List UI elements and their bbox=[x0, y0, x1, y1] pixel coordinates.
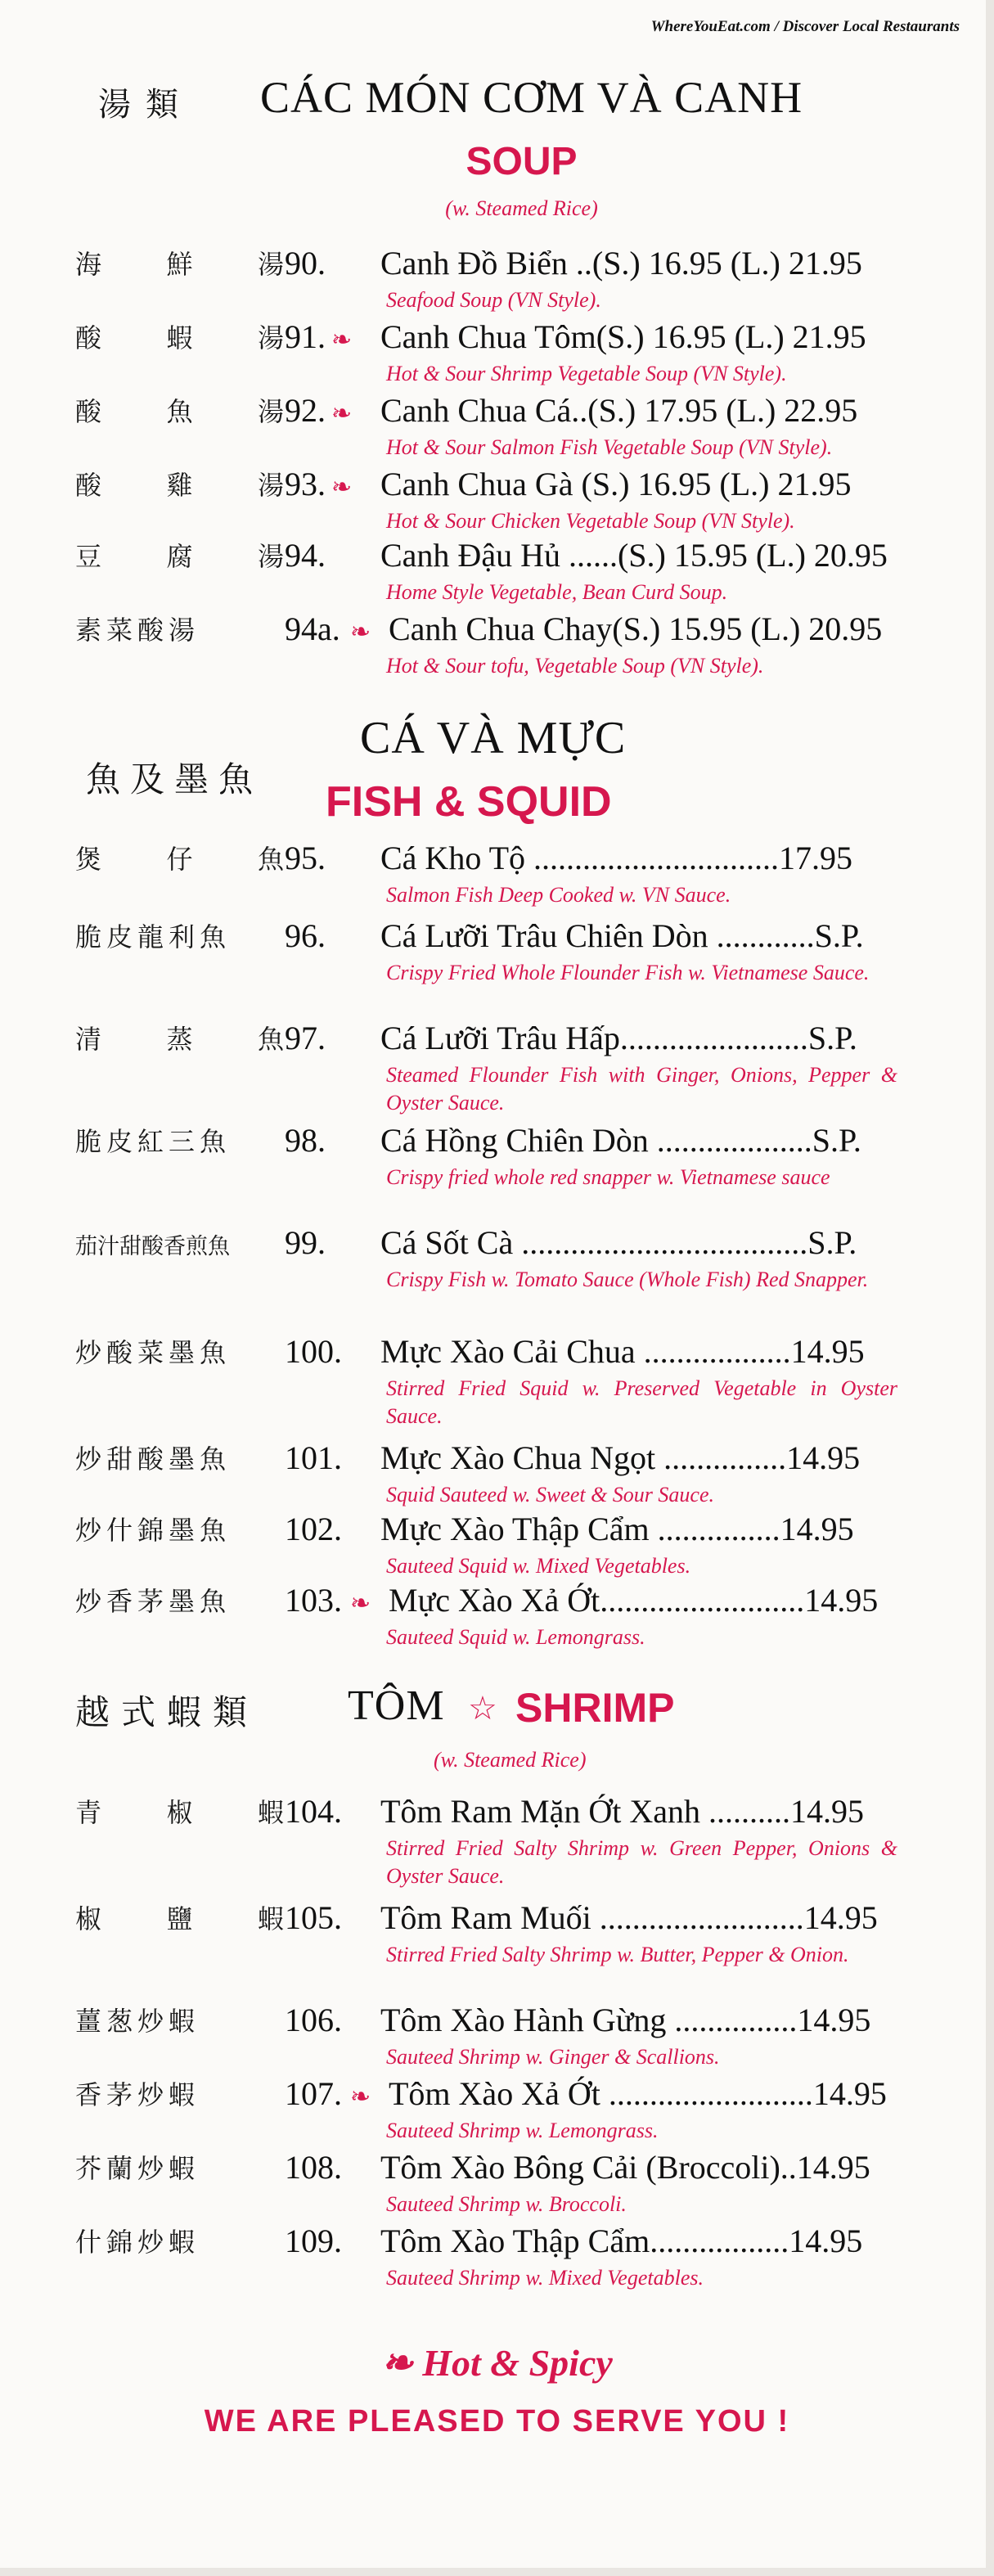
item-description: Sauteed Squid w. Lemongrass. bbox=[386, 1625, 645, 1649]
item-name-price: Mực Xào Cải Chua ..................14.95 bbox=[380, 1333, 865, 1370]
item-chinese-name: 脆皮龍利魚 bbox=[75, 921, 232, 952]
item-name-price: Tôm Xào Hành Gừng ...............14.95 bbox=[380, 2002, 871, 2038]
item-description: Hot & Sour Shrimp Vegetable Soup (VN Style). bbox=[386, 362, 787, 385]
item-chinese-name: 炒酸菜墨魚 bbox=[75, 1337, 232, 1368]
star-icon: ☆ bbox=[468, 1690, 497, 1727]
item-description: Sauteed Shrimp w. Broccoli. bbox=[386, 2192, 627, 2216]
soup-note: (w. Steamed Rice) bbox=[445, 196, 598, 220]
item-description: Sauteed Shrimp w. Ginger & Scallions. bbox=[386, 2045, 720, 2069]
item-description: Sauteed Shrimp w. Mixed Vegetables. bbox=[386, 2266, 704, 2290]
item-chinese-name: 茄汁甜酸香煎魚 bbox=[75, 1234, 230, 1259]
item-number: 99. bbox=[285, 1224, 326, 1261]
soup-chinese-title: 湯類 bbox=[98, 86, 193, 124]
item-number: 108. bbox=[285, 2149, 342, 2186]
item-name-price: Canh Đồ Biển ..(S.) 16.95 (L.) 21.95 bbox=[380, 245, 862, 281]
item-name-price: Canh Đậu Hủ ......(S.) 15.95 (L.) 20.95 bbox=[380, 537, 888, 574]
item-name-price: Tôm Xào Bông Cải (Broccoli)..14.95 bbox=[380, 2149, 870, 2186]
hot-spicy-label: Hot & Spicy bbox=[422, 2342, 613, 2384]
item-name-price: Canh Chua Gà (S.) 16.95 (L.) 21.95 bbox=[380, 466, 852, 502]
item-chinese-name: 素菜酸湯 bbox=[75, 615, 200, 646]
item-name-price: Cá Kho Tộ ..............................17.95 bbox=[380, 840, 853, 876]
item-name-price: Canh Chua Tôm(S.) 16.95 (L.) 21.95 bbox=[380, 318, 866, 355]
item-name-price: Tôm Ram Mặn Ớt Xanh ..........14.95 bbox=[380, 1793, 865, 1830]
item-chinese-name: 煲 仔 魚 bbox=[75, 844, 284, 875]
fish-vn-title: CÁ VÀ MỰC bbox=[360, 713, 627, 763]
item-number: 106. bbox=[285, 2002, 342, 2038]
item-description: Hot & Sour Chicken Vegetable Soup (VN Style). bbox=[386, 509, 795, 533]
item-description: Stirred Fried Salty Shrimp w. Butter, Pepper & Onion. bbox=[386, 1943, 849, 1966]
item-description: Crispy Fried Whole Flounder Fish w. Vietnamese Sauce. bbox=[386, 961, 870, 984]
chili-icon: ❧ bbox=[350, 619, 371, 646]
site-watermark: WhereYouEat.com / Discover Local Restaurants bbox=[650, 18, 960, 35]
item-chinese-name: 薑葱炒蝦 bbox=[75, 2006, 200, 2037]
item-chinese-name: 清 蒸 魚 bbox=[75, 1024, 284, 1055]
soup-vn-title: CÁC MÓN CƠM VÀ CANH bbox=[260, 73, 803, 122]
item-number: 96. bbox=[285, 917, 326, 954]
item-chinese-name: 炒香茅墨魚 bbox=[75, 1586, 232, 1617]
fish-chinese-title: 魚及墨魚 bbox=[86, 759, 263, 799]
item-name-price: Cá Hồng Chiên Dòn ...................S.P. bbox=[380, 1122, 861, 1159]
item-chinese-name: 炒甜酸墨魚 bbox=[75, 1443, 232, 1475]
item-chinese-name: 海 鮮 湯 bbox=[75, 249, 284, 280]
item-description: Stirred Fried Squid w. Preserved Vegetable in Oyster Sauce. bbox=[386, 1376, 897, 1428]
shrimp-en-title: SHRIMP bbox=[515, 1685, 675, 1731]
item-chinese-name: 芥蘭炒蝦 bbox=[75, 2153, 200, 2184]
item-name-price: Mực Xào Thập Cẩm ...............14.95 bbox=[380, 1511, 854, 1547]
item-name-price: Cá Lưỡi Trâu Hấp.......................S.P. bbox=[380, 1020, 857, 1056]
item-number: 95. bbox=[285, 840, 326, 876]
item-description: Home Style Vegetable, Bean Curd Soup. bbox=[386, 580, 728, 604]
item-number: 93. bbox=[285, 466, 326, 502]
item-number: 107. bbox=[285, 2075, 342, 2112]
item-description: Stirred Fried Salty Shrimp w. Green Pepper, Onions & Oyster Sauce. bbox=[386, 1836, 897, 1888]
item-number: 109. bbox=[285, 2222, 342, 2259]
item-description: Crispy fried whole red snapper w. Vietnamese sauce bbox=[386, 1165, 830, 1189]
shrimp-vn-title: TÔM bbox=[348, 1682, 445, 1729]
chili-icon: ❧ bbox=[331, 400, 353, 427]
item-chinese-name: 酸 雞 湯 bbox=[75, 470, 284, 501]
item-chinese-name: 什錦炒蝦 bbox=[75, 2227, 200, 2258]
item-description: Salmon Fish Deep Cooked w. VN Sauce. bbox=[386, 883, 731, 907]
fish-en-title: FISH & SQUID bbox=[326, 778, 612, 826]
item-number: 104. bbox=[285, 1793, 342, 1830]
item-number: 92. bbox=[285, 392, 326, 429]
item-name-price: Canh Chua Chay(S.) 15.95 (L.) 20.95 bbox=[389, 610, 883, 647]
item-number: 97. bbox=[285, 1020, 326, 1056]
item-chinese-name: 椒 鹽 蝦 bbox=[75, 1903, 284, 1934]
item-number: 91. bbox=[285, 318, 326, 355]
chili-icon: ❧ bbox=[331, 327, 353, 354]
item-name-price: Cá Lưỡi Trâu Chiên Dòn ............S.P. bbox=[380, 917, 864, 954]
item-name-price: Cá Sốt Cà ...................................S.P. bbox=[380, 1224, 857, 1261]
item-chinese-name: 脆皮紅三魚 bbox=[75, 1126, 232, 1157]
item-name-price: Tôm Xào Xả Ớt .........................14.95 bbox=[389, 2075, 887, 2112]
item-name-price: Mực Xào Chua Ngọt ...............14.95 bbox=[380, 1439, 861, 1476]
item-description: Hot & Sour Salmon Fish Vegetable Soup (VN Style). bbox=[386, 435, 833, 459]
chili-icon: ❧ bbox=[350, 1590, 371, 1617]
item-chinese-name: 豆 腐 湯 bbox=[75, 541, 284, 572]
item-number: 105. bbox=[285, 1899, 342, 1936]
chili-icon: ❧ bbox=[350, 2083, 371, 2110]
chili-icon: ❧ bbox=[381, 2342, 413, 2384]
item-name-price: Tôm Xào Thập Cẩm.................14.95 bbox=[380, 2222, 863, 2259]
serve-message: WE ARE PLEASED TO SERVE YOU ! bbox=[204, 2404, 790, 2439]
item-chinese-name: 炒什錦墨魚 bbox=[75, 1515, 232, 1546]
item-number: 94. bbox=[285, 537, 326, 574]
item-name-price: Tôm Ram Muối .........................14.95 bbox=[380, 1899, 878, 1936]
chili-icon: ❧ bbox=[331, 474, 353, 501]
item-number: 94a. bbox=[285, 610, 340, 647]
item-chinese-name: 酸 蝦 湯 bbox=[75, 322, 284, 354]
item-description: Sauteed Squid w. Mixed Vegetables. bbox=[386, 1554, 691, 1578]
item-chinese-name: 酸 魚 湯 bbox=[75, 396, 284, 427]
item-name-price: Mực Xào Xả Ớt.........................14.95 bbox=[389, 1582, 879, 1619]
item-description: Steamed Flounder Fish with Ginger, Onions, Pepper & Oyster Sauce. bbox=[386, 1063, 897, 1115]
shrimp-chinese-title: 越式蝦類 bbox=[75, 1692, 259, 1732]
item-number: 98. bbox=[285, 1122, 326, 1159]
item-number: 101. bbox=[285, 1439, 342, 1476]
item-number: 102. bbox=[285, 1511, 342, 1547]
item-description: Hot & Sour tofu, Vegetable Soup (VN Style). bbox=[386, 654, 764, 678]
item-description: Crispy Fish w. Tomato Sauce (Whole Fish) Red Snapper. bbox=[386, 1268, 869, 1291]
item-number: 103. bbox=[285, 1582, 342, 1619]
item-description: Seafood Soup (VN Style). bbox=[386, 288, 601, 312]
item-description: Sauteed Shrimp w. Lemongrass. bbox=[386, 2119, 659, 2142]
item-number: 100. bbox=[285, 1333, 342, 1370]
shrimp-note: (w. Steamed Rice) bbox=[434, 1748, 587, 1772]
item-chinese-name: 香茅炒蝦 bbox=[75, 2079, 200, 2110]
hot-spicy-legend bbox=[0, 2340, 994, 2385]
item-number: 90. bbox=[285, 245, 326, 281]
soup-en-title: SOUP bbox=[466, 140, 578, 183]
item-chinese-name: 青 椒 蝦 bbox=[75, 1797, 284, 1828]
item-description: Squid Sauteed w. Sweet & Sour Sauce. bbox=[386, 1483, 715, 1506]
item-name-price: Canh Chua Cá..(S.) 17.95 (L.) 22.95 bbox=[380, 392, 858, 429]
